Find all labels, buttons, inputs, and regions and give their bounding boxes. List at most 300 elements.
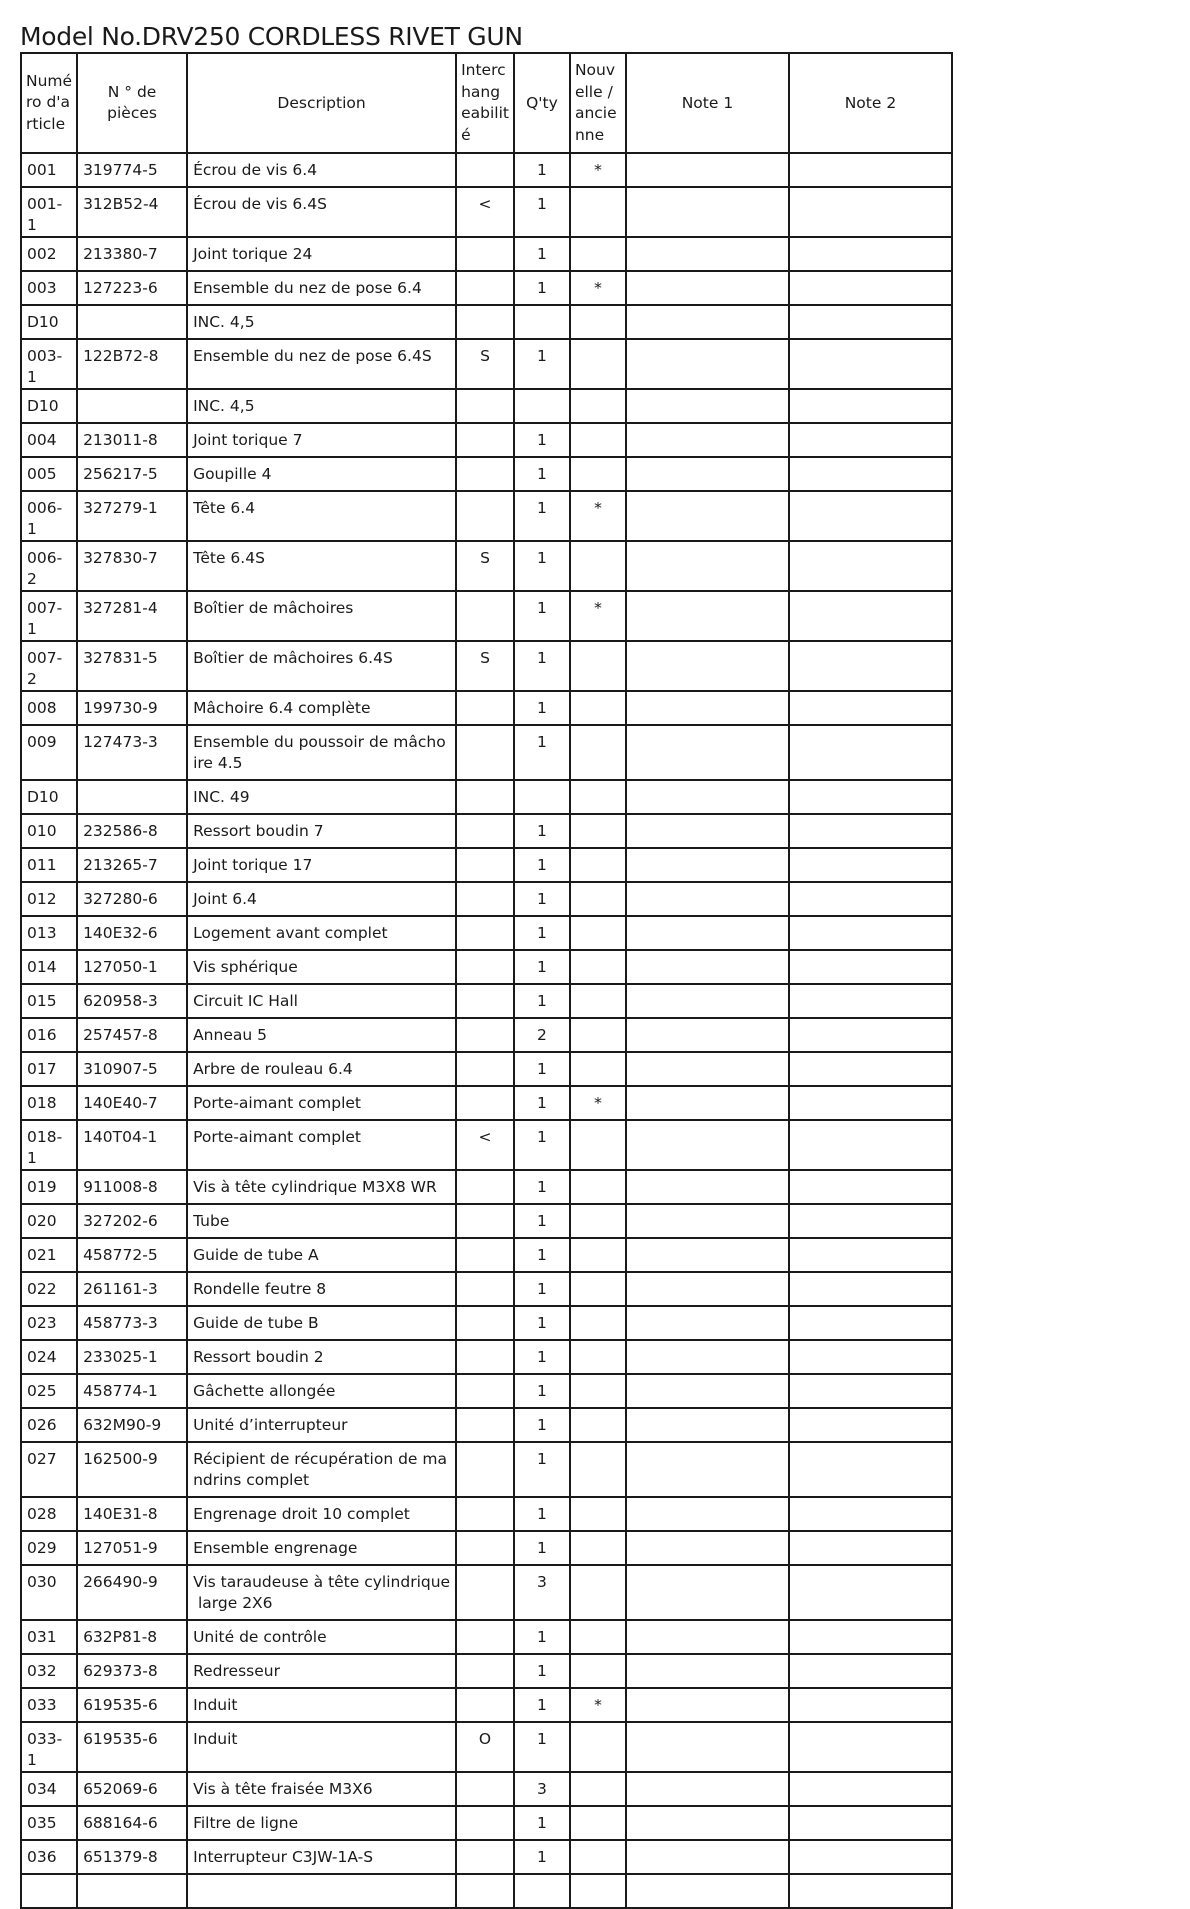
cell-note-1: [626, 271, 789, 305]
cell-part-no: 619535-6: [77, 1688, 187, 1722]
cell-qty: 1: [514, 984, 570, 1018]
table-row: [21, 591, 952, 641]
description-line: Rondelle feutre 8: [193, 1280, 327, 1298]
cell-note-1: [626, 491, 789, 541]
cell-interchangeability: [456, 848, 514, 882]
table-row: [21, 780, 952, 814]
cell-part-no: [77, 389, 187, 423]
header-note-1: Note 1: [626, 53, 789, 153]
description-line: Unité de contrôle: [193, 1628, 327, 1646]
cell-qty: 1: [514, 1170, 570, 1204]
cell-description: [187, 1620, 456, 1654]
cell-item-no: 018: [21, 1086, 77, 1120]
cell-item-no: 024: [21, 1340, 77, 1374]
cell-note-1: [626, 1018, 789, 1052]
cell-new-old: [570, 780, 626, 814]
cell-part-no: 213265-7: [77, 848, 187, 882]
cell-interchangeability: [456, 1086, 514, 1120]
description-line: Redresseur: [193, 1662, 280, 1680]
cell-note-1: [626, 1052, 789, 1086]
table-row: [21, 1204, 952, 1238]
cell-note-2: [789, 153, 952, 187]
header-qty: Q'ty: [514, 53, 570, 153]
cell-qty: 1: [514, 1272, 570, 1306]
cell-item-no: 033: [21, 1688, 77, 1722]
cell-description: [187, 1086, 456, 1120]
cell-interchangeability: [456, 1840, 514, 1874]
cell-qty: 1: [514, 237, 570, 271]
cell-new-old: [570, 1497, 626, 1531]
cell-note-1: [626, 1204, 789, 1238]
cell-new-old: *: [570, 1086, 626, 1120]
parts-body: [21, 153, 952, 1908]
cell-description: [187, 1806, 456, 1840]
cell-note-2: [789, 780, 952, 814]
cell-item-no: 031: [21, 1620, 77, 1654]
cell-note-2: [789, 1052, 952, 1086]
cell-item-no: 015: [21, 984, 77, 1018]
description-line: Ressort boudin 7: [193, 822, 324, 840]
cell-description: [187, 1722, 456, 1772]
cell-note-1: [626, 1086, 789, 1120]
cell-qty: 1: [514, 1238, 570, 1272]
cell-item-no: 007-2: [21, 641, 77, 691]
table-row: [21, 950, 952, 984]
header-item-no: Numé ro d'a rticle: [21, 53, 77, 153]
cell-item-no: 032: [21, 1654, 77, 1688]
cell-qty: 1: [514, 916, 570, 950]
cell-part-no: 319774-5: [77, 153, 187, 187]
cell-note-1: [626, 882, 789, 916]
cell-note-2: [789, 491, 952, 541]
cell-item-no: 007-1: [21, 591, 77, 641]
cell-note-1: [626, 725, 789, 780]
cell-qty: 1: [514, 1806, 570, 1840]
description-line: Ressort boudin 2: [193, 1348, 324, 1366]
cell-item-no: 034: [21, 1772, 77, 1806]
cell-new-old: [570, 1120, 626, 1170]
cell-qty: 1: [514, 641, 570, 691]
cell-note-2: [789, 1497, 952, 1531]
table-row: [21, 1497, 952, 1531]
cell-qty: [514, 780, 570, 814]
cell-item-no: 035: [21, 1806, 77, 1840]
cell-interchangeability: [456, 1272, 514, 1306]
cell-part-no: 327202-6: [77, 1204, 187, 1238]
cell-item-no: 029: [21, 1531, 77, 1565]
cell-new-old: [570, 1806, 626, 1840]
cell-interchangeability: O: [456, 1722, 514, 1772]
cell-note-2: [789, 1340, 952, 1374]
cell-description: [187, 916, 456, 950]
cell-new-old: *: [570, 153, 626, 187]
cell-note-2: [789, 725, 952, 780]
cell-note-1: [626, 1120, 789, 1170]
cell-part-no: 629373-8: [77, 1654, 187, 1688]
cell-new-old: [570, 1306, 626, 1340]
table-row: [21, 1806, 952, 1840]
cell-note-2: [789, 1620, 952, 1654]
table-row: [21, 1408, 952, 1442]
cell-qty: 1: [514, 1620, 570, 1654]
description-line: Joint 6.4: [193, 890, 257, 908]
table-row: [21, 725, 952, 780]
cell-item-no: 016: [21, 1018, 77, 1052]
cell-note-1: [626, 1806, 789, 1840]
cell-part-no: 652069-6: [77, 1772, 187, 1806]
table-row: [21, 984, 952, 1018]
cell-description: [187, 1688, 456, 1722]
cell-note-1: [626, 339, 789, 389]
table-row: [21, 389, 952, 423]
description-line: Boîtier de mâchoires: [193, 599, 354, 617]
cell-note-1: [626, 1840, 789, 1874]
cell-item-no: 022: [21, 1272, 77, 1306]
cell-interchangeability: S: [456, 541, 514, 591]
cell-qty: 1: [514, 1374, 570, 1408]
description-line: Vis à tête cylindrique M3X8 WR: [193, 1178, 437, 1196]
description-line: Logement avant complet: [193, 924, 388, 942]
cell-note-1: [626, 1688, 789, 1722]
description-line: Tête 6.4: [193, 499, 256, 517]
cell-interchangeability: [456, 950, 514, 984]
cell-note-2: [789, 591, 952, 641]
cell-interchangeability: [456, 1204, 514, 1238]
cell-description: [187, 1340, 456, 1374]
cell-new-old: [570, 1170, 626, 1204]
cell-description: [187, 1204, 456, 1238]
cell-note-2: [789, 1840, 952, 1874]
cell-note-1: [626, 1620, 789, 1654]
cell-new-old: [570, 950, 626, 984]
cell-item-no: 036: [21, 1840, 77, 1874]
cell-part-no: 327279-1: [77, 491, 187, 541]
cell-description: [187, 1840, 456, 1874]
cell-part-no: 266490-9: [77, 1565, 187, 1620]
cell-part-no: [77, 780, 187, 814]
cell-note-2: [789, 814, 952, 848]
header-part-no: N ° de pièces: [77, 53, 187, 153]
description-line: Porte-aimant complet: [193, 1094, 362, 1112]
cell-note-1: [626, 1565, 789, 1620]
cell-qty: 3: [514, 1565, 570, 1620]
cell-interchangeability: S: [456, 641, 514, 691]
cell-item-no: 014: [21, 950, 77, 984]
cell-empty: [626, 1874, 789, 1908]
cell-qty: 2: [514, 1018, 570, 1052]
cell-note-2: [789, 1018, 952, 1052]
cell-interchangeability: [456, 389, 514, 423]
cell-empty: [187, 1874, 456, 1908]
description-line: Boîtier de mâchoires 6.4S: [193, 649, 393, 667]
table-row: [21, 1306, 952, 1340]
table-row: [21, 1531, 952, 1565]
table-row: [21, 882, 952, 916]
cell-description: [187, 389, 456, 423]
cell-part-no: 233025-1: [77, 1340, 187, 1374]
cell-qty: 1: [514, 1531, 570, 1565]
description-line: Gâchette allongée: [193, 1382, 336, 1400]
cell-interchangeability: S: [456, 339, 514, 389]
table-row: [21, 814, 952, 848]
cell-empty: [789, 1874, 952, 1908]
cell-item-no: D10: [21, 305, 77, 339]
cell-item-no: 004: [21, 423, 77, 457]
cell-note-1: [626, 1374, 789, 1408]
cell-new-old: [570, 1340, 626, 1374]
cell-new-old: [570, 237, 626, 271]
cell-description: [187, 950, 456, 984]
cell-note-2: [789, 950, 952, 984]
cell-new-old: [570, 641, 626, 691]
cell-note-2: [789, 1170, 952, 1204]
table-row: [21, 1565, 952, 1620]
cell-qty: 1: [514, 271, 570, 305]
table-row: [21, 848, 952, 882]
table-row: [21, 1170, 952, 1204]
cell-qty: 1: [514, 591, 570, 641]
cell-description: [187, 541, 456, 591]
description-line: Ensemble du nez de pose 6.4: [193, 279, 422, 297]
cell-note-2: [789, 641, 952, 691]
cell-interchangeability: [456, 1565, 514, 1620]
cell-item-no: 025: [21, 1374, 77, 1408]
cell-interchangeability: [456, 1018, 514, 1052]
cell-qty: 1: [514, 541, 570, 591]
cell-qty: 1: [514, 1086, 570, 1120]
description-line: INC. 49: [193, 788, 250, 806]
cell-note-1: [626, 305, 789, 339]
cell-note-2: [789, 1272, 952, 1306]
cell-qty: 1: [514, 1442, 570, 1497]
description-line: Ensemble du nez de pose 6.4S: [193, 347, 432, 365]
cell-qty: 1: [514, 691, 570, 725]
cell-new-old: *: [570, 491, 626, 541]
cell-note-1: [626, 814, 789, 848]
table-row: [21, 1840, 952, 1874]
cell-description: [187, 491, 456, 541]
header-interchangeability: Interc hang eabilit é: [456, 53, 514, 153]
cell-description: [187, 153, 456, 187]
table-row: [21, 187, 952, 237]
description-line: Récipient de récupération de ma: [193, 1450, 447, 1468]
cell-item-no: 003-1: [21, 339, 77, 389]
cell-note-1: [626, 423, 789, 457]
table-row: [21, 153, 952, 187]
cell-interchangeability: [456, 237, 514, 271]
cell-item-no: 030: [21, 1565, 77, 1620]
cell-new-old: [570, 814, 626, 848]
cell-part-no: 310907-5: [77, 1052, 187, 1086]
description-line: Tête 6.4S: [193, 549, 265, 567]
cell-note-2: [789, 848, 952, 882]
cell-description: [187, 1306, 456, 1340]
cell-item-no: 010: [21, 814, 77, 848]
cell-interchangeability: <: [456, 1120, 514, 1170]
cell-qty: 1: [514, 457, 570, 491]
description-line: Vis à tête fraisée M3X6: [193, 1780, 373, 1798]
table-row: [21, 1722, 952, 1772]
cell-interchangeability: [456, 1772, 514, 1806]
cell-new-old: [570, 1238, 626, 1272]
cell-description: [187, 984, 456, 1018]
cell-qty: 1: [514, 1722, 570, 1772]
description-line: Interrupteur C3JW-1A-S: [193, 1848, 374, 1866]
table-row: [21, 1052, 952, 1086]
description-line: Filtre de ligne: [193, 1814, 299, 1832]
table-row: [21, 237, 952, 271]
cell-item-no: 033-1: [21, 1722, 77, 1772]
cell-part-no: 458772-5: [77, 1238, 187, 1272]
cell-note-2: [789, 882, 952, 916]
cell-interchangeability: [456, 591, 514, 641]
description-line: Joint torique 24: [193, 245, 313, 263]
cell-empty: [570, 1874, 626, 1908]
description-line: Anneau 5: [193, 1026, 267, 1044]
cell-note-1: [626, 1408, 789, 1442]
cell-description: [187, 641, 456, 691]
cell-interchangeability: [456, 1688, 514, 1722]
description-line: INC. 4,5: [193, 313, 255, 331]
description-line: Ensemble du poussoir de mâcho: [193, 733, 446, 751]
cell-note-2: [789, 1120, 952, 1170]
cell-description: [187, 780, 456, 814]
table-row: [21, 271, 952, 305]
description-line: Écrou de vis 6.4: [193, 161, 318, 179]
cell-new-old: [570, 1722, 626, 1772]
cell-note-1: [626, 153, 789, 187]
cell-note-1: [626, 1306, 789, 1340]
cell-interchangeability: [456, 916, 514, 950]
cell-item-no: 028: [21, 1497, 77, 1531]
cell-interchangeability: [456, 153, 514, 187]
cell-description: [187, 237, 456, 271]
cell-part-no: 327281-4: [77, 591, 187, 641]
cell-note-2: [789, 1688, 952, 1722]
cell-note-1: [626, 1442, 789, 1497]
cell-note-2: [789, 1408, 952, 1442]
cell-note-1: [626, 916, 789, 950]
cell-note-1: [626, 848, 789, 882]
cell-new-old: [570, 1565, 626, 1620]
cell-item-no: 019: [21, 1170, 77, 1204]
cell-qty: 1: [514, 950, 570, 984]
cell-qty: 1: [514, 814, 570, 848]
description-line: Circuit IC Hall: [193, 992, 298, 1010]
description-line: ndrins complet: [193, 1471, 310, 1489]
cell-item-no: 021: [21, 1238, 77, 1272]
cell-note-2: [789, 1238, 952, 1272]
cell-description: [187, 882, 456, 916]
cell-note-2: [789, 1722, 952, 1772]
cell-description: [187, 1408, 456, 1442]
cell-item-no: 009: [21, 725, 77, 780]
cell-part-no: 140E31-8: [77, 1497, 187, 1531]
cell-description: [187, 591, 456, 641]
description-line: Porte-aimant complet: [193, 1128, 362, 1146]
description-line: Tube: [193, 1212, 230, 1230]
cell-part-no: 127051-9: [77, 1531, 187, 1565]
cell-qty: 1: [514, 1306, 570, 1340]
description-line: Goupille 4: [193, 465, 272, 483]
cell-description: [187, 1374, 456, 1408]
cell-note-2: [789, 1806, 952, 1840]
cell-note-1: [626, 1238, 789, 1272]
description-line: large 2X6: [193, 1594, 273, 1612]
cell-item-no: 017: [21, 1052, 77, 1086]
cell-part-no: 458773-3: [77, 1306, 187, 1340]
description-line: Ensemble engrenage: [193, 1539, 358, 1557]
cell-description: [187, 1272, 456, 1306]
cell-interchangeability: <: [456, 187, 514, 237]
cell-part-no: 911008-8: [77, 1170, 187, 1204]
cell-part-no: 127050-1: [77, 950, 187, 984]
cell-note-1: [626, 1340, 789, 1374]
cell-description: [187, 305, 456, 339]
cell-note-2: [789, 1204, 952, 1238]
cell-qty: 1: [514, 187, 570, 237]
cell-note-1: [626, 1722, 789, 1772]
cell-part-no: 232586-8: [77, 814, 187, 848]
cell-qty: 1: [514, 1120, 570, 1170]
cell-note-2: [789, 916, 952, 950]
cell-interchangeability: [456, 1306, 514, 1340]
table-row: [21, 1442, 952, 1497]
description-line: Induit: [193, 1730, 238, 1748]
cell-new-old: [570, 187, 626, 237]
cell-new-old: [570, 1374, 626, 1408]
cell-empty: [514, 1874, 570, 1908]
cell-item-no: 020: [21, 1204, 77, 1238]
cell-part-no: 213380-7: [77, 237, 187, 271]
cell-qty: 1: [514, 725, 570, 780]
cell-qty: 1: [514, 339, 570, 389]
cell-note-2: [789, 1772, 952, 1806]
description-line: Arbre de rouleau 6.4: [193, 1060, 353, 1078]
cell-part-no: 213011-8: [77, 423, 187, 457]
cell-item-no: 018-1: [21, 1120, 77, 1170]
table-row-cutoff: [21, 1874, 952, 1908]
cell-interchangeability: [456, 691, 514, 725]
cell-new-old: [570, 848, 626, 882]
cell-description: [187, 423, 456, 457]
table-row: [21, 1340, 952, 1374]
cell-part-no: 140E32-6: [77, 916, 187, 950]
cell-qty: 1: [514, 1340, 570, 1374]
cell-new-old: *: [570, 1688, 626, 1722]
cell-item-no: 013: [21, 916, 77, 950]
cell-interchangeability: [456, 1238, 514, 1272]
cell-part-no: 140T04-1: [77, 1120, 187, 1170]
table-row: [21, 457, 952, 491]
cell-interchangeability: [456, 1806, 514, 1840]
cell-note-1: [626, 780, 789, 814]
cell-qty: 1: [514, 1052, 570, 1086]
cell-new-old: [570, 541, 626, 591]
cell-new-old: [570, 916, 626, 950]
table-row: [21, 1018, 952, 1052]
cell-part-no: 619535-6: [77, 1722, 187, 1772]
cell-item-no: 026: [21, 1408, 77, 1442]
cell-new-old: [570, 691, 626, 725]
header-description: Description: [187, 53, 456, 153]
cell-note-1: [626, 641, 789, 691]
cell-qty: 1: [514, 153, 570, 187]
cell-interchangeability: [456, 780, 514, 814]
cell-part-no: 327280-6: [77, 882, 187, 916]
cell-part-no: 651379-8: [77, 1840, 187, 1874]
cell-interchangeability: [456, 984, 514, 1018]
